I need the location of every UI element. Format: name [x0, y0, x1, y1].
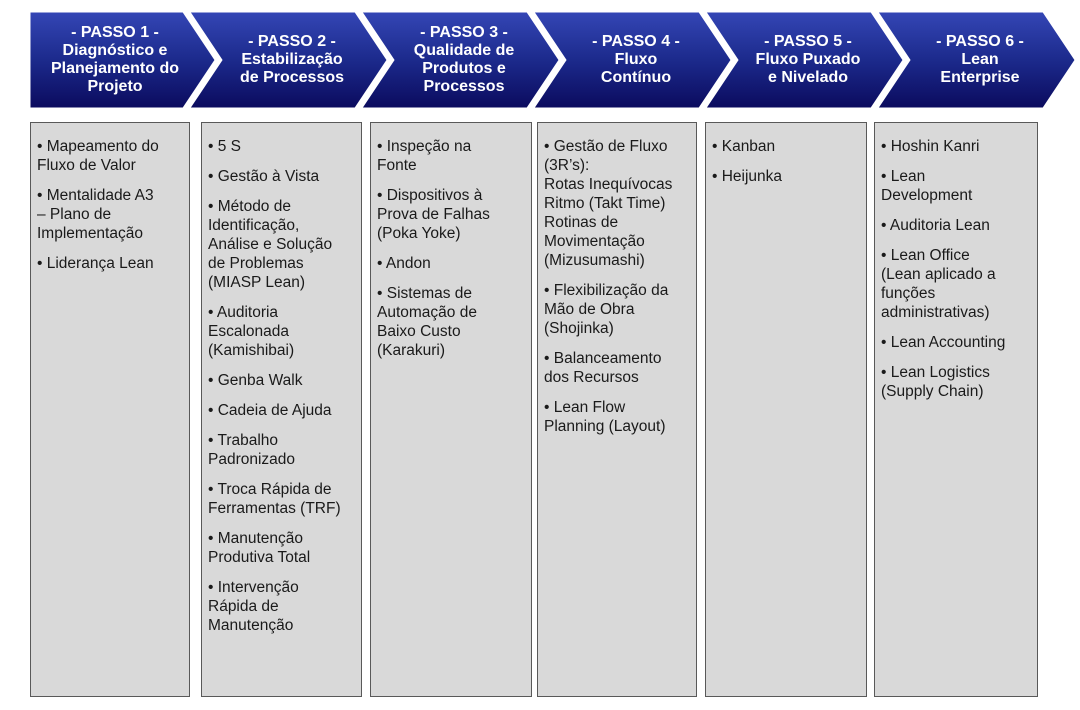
tool-item: • Kanban	[712, 138, 776, 155]
step-2-title: - PASSO 2 - Estabilização de Processos	[239, 33, 345, 86]
tool-item: • Mentalidade A3 – Plano de Implementação	[37, 187, 154, 242]
step-6-title: - PASSO 6 - Lean Enterprise	[936, 33, 1024, 86]
tool-item: • Mapeamento do Fluxo de Valor	[37, 138, 159, 174]
tool-item: • Gestão de Fluxo (3R’s): Rotas Inequívocas Ritmo (Takt Time) Rotinas de Movimentação (Mizusumashi)	[544, 138, 673, 269]
tool-item: • Lean Office (Lean aplicado a funções administrativas)	[881, 247, 996, 321]
tool-item: • Trabalho Padronizado	[208, 432, 296, 468]
step-1-tools-box	[30, 122, 190, 697]
step-1-title: - PASSO 1 - Diagnóstico e Planejamento do Projeto	[50, 24, 180, 95]
tool-item: • Dispositivos à Prova de Falhas (Poka Yoke)	[377, 187, 490, 242]
tool-item: • Auditoria Escalonada (Kamishibai)	[208, 304, 295, 359]
step-5-tools-box	[705, 122, 867, 697]
tool-item: • Auditoria Lean	[881, 217, 990, 234]
tool-item: • Gestão à Vista	[208, 168, 320, 185]
step-4-title: - PASSO 4 - Fluxo Contínuo	[592, 33, 680, 86]
tool-item: • Heijunka	[712, 168, 783, 185]
tool-item: • Cadeia de Ajuda	[208, 402, 332, 419]
tool-item: • 5 S	[208, 138, 241, 155]
tool-item: • Flexibilização da Mão de Obra (Shojinka)	[544, 282, 669, 337]
step-6-tools-box	[874, 122, 1038, 697]
tool-item: • Método de Identificação, Análise e Solução de Problemas (MIASP Lean)	[208, 198, 333, 291]
tool-item: • Lean Accounting	[881, 334, 1006, 351]
tool-item: • Liderança Lean	[37, 255, 154, 272]
tool-item: • Intervenção Rápida de Manutenção	[208, 579, 299, 634]
step-4-tools-box	[537, 122, 697, 697]
tool-item: • Lean Development	[881, 168, 973, 204]
tool-item: • Balanceamento dos Recursos	[544, 350, 662, 386]
tool-item: • Sistemas de Automação de Baixo Custo (Karakuri)	[377, 285, 477, 359]
step-3-tools-box	[370, 122, 532, 697]
step-2-tools-box	[201, 122, 362, 697]
tool-item: • Inspeção na Fonte	[377, 138, 472, 174]
step-5-title: - PASSO 5 - Fluxo Puxado e Nivelado	[755, 33, 861, 86]
tool-item: • Manutenção Produtiva Total	[208, 530, 311, 566]
tool-item: • Lean Flow Planning (Layout)	[544, 399, 666, 435]
step-3-title: - PASSO 3 - Qualidade de Produtos e Processos	[413, 24, 515, 95]
tool-item: • Andon	[377, 255, 431, 272]
tool-item: • Genba Walk	[208, 372, 303, 389]
tool-item: • Lean Logistics (Supply Chain)	[881, 364, 990, 400]
tool-item: • Troca Rápida de Ferramentas (TRF)	[208, 481, 341, 517]
tool-item: • Hoshin Kanri	[881, 138, 980, 155]
